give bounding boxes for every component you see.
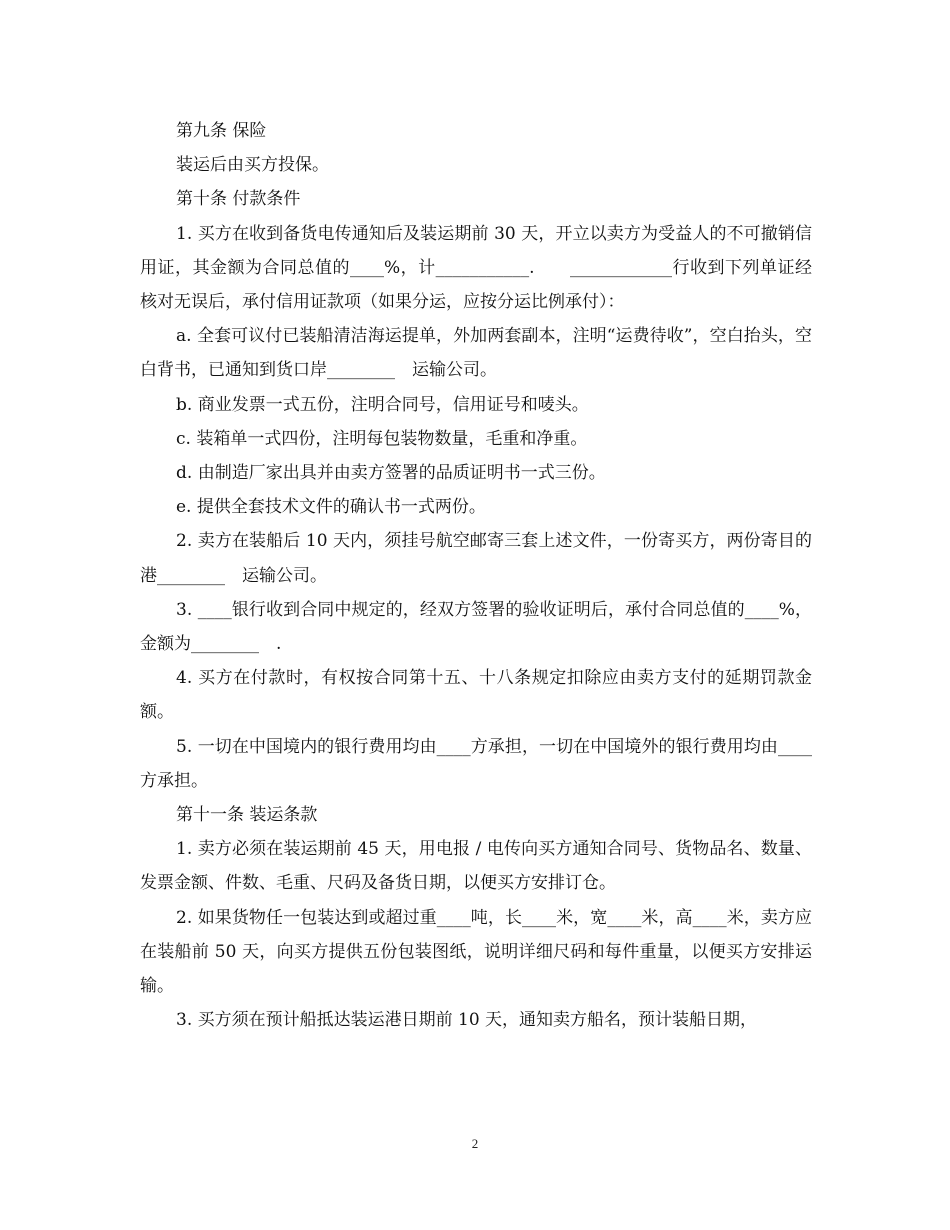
paragraph: 4. 买方在付款时，有权按合同第十五、十八条规定扣除应由卖方支付的延期罚款金额。 [140, 668, 812, 723]
paragraph: 5. 一切在中国境内的银行费用均由____方承担，一切在中国境外的银行费用均由____方承担。 [140, 736, 812, 791]
paragraph: 1. 卖方必须在装运期前 45 天，用电报 / 电传向买方通知合同号、货物品名、数量、发票金额、件数、毛重、尺码及备货日期，以便买方安排订仓。 [140, 839, 812, 894]
contract-body [140, 114, 812, 1037]
paragraph: 2. 如果货物任一包装达到或超过重____吨，长____米，宽____米，高____米，卖方应在装船前 50 天，向买方提供五份包装图纸，说明详细尺码和每件重量，以便买方安排运输。 [140, 907, 812, 997]
paragraph: e. 提供全套技术文件的确认书一式两份。 [176, 497, 486, 518]
article-10-heading: 第十条 付款条件 [176, 189, 301, 210]
paragraph: 3. 买方须在预计船抵达装运港日期前 10 天，通知卖方船名，预计装船日期， [176, 1010, 758, 1031]
article-9-heading: 第九条 保险 [176, 121, 267, 141]
paragraph: d. 由制造厂家出具并由卖方签署的品质证明书一式三份。 [176, 463, 606, 484]
page-number: 2 [471, 1136, 479, 1151]
article-11-heading: 第十一条 装运条款 [176, 805, 318, 826]
paragraph: 1. 买方在收到备货电传通知后及装运期前 30 天，开立以卖方为受益人的不可撤销信用证，其金额为合同总值的____%，计___________. ____________行收到下列单证经核对无误后，承付信用证款项（如果分运，应按分运比例承付）： [140, 223, 812, 313]
paragraph: a. 全套可议付已装船清洁海运提单，外加两套副本，注明“运费待收”，空白抬头，空白背书，已通知到货口岸________ 运输公司。 [140, 326, 812, 381]
paragraph: b. 商业发票一式五份，注明合同号，信用证号和唛头。 [176, 394, 589, 415]
paragraph: 装运后由买方投保。 [176, 155, 329, 176]
paragraph: 3. ____银行收到合同中规定的，经双方签署的验收证明后，承付合同总值的____%，金额为________ . [140, 599, 812, 655]
paragraph: c. 装箱单一式四份，注明每包装物数量，毛重和净重。 [176, 428, 588, 449]
paragraph: 2. 卖方在装船后 10 天内，须挂号航空邮寄三套上述文件，一份寄买方，两份寄目的港________ 运输公司。 [140, 531, 812, 586]
